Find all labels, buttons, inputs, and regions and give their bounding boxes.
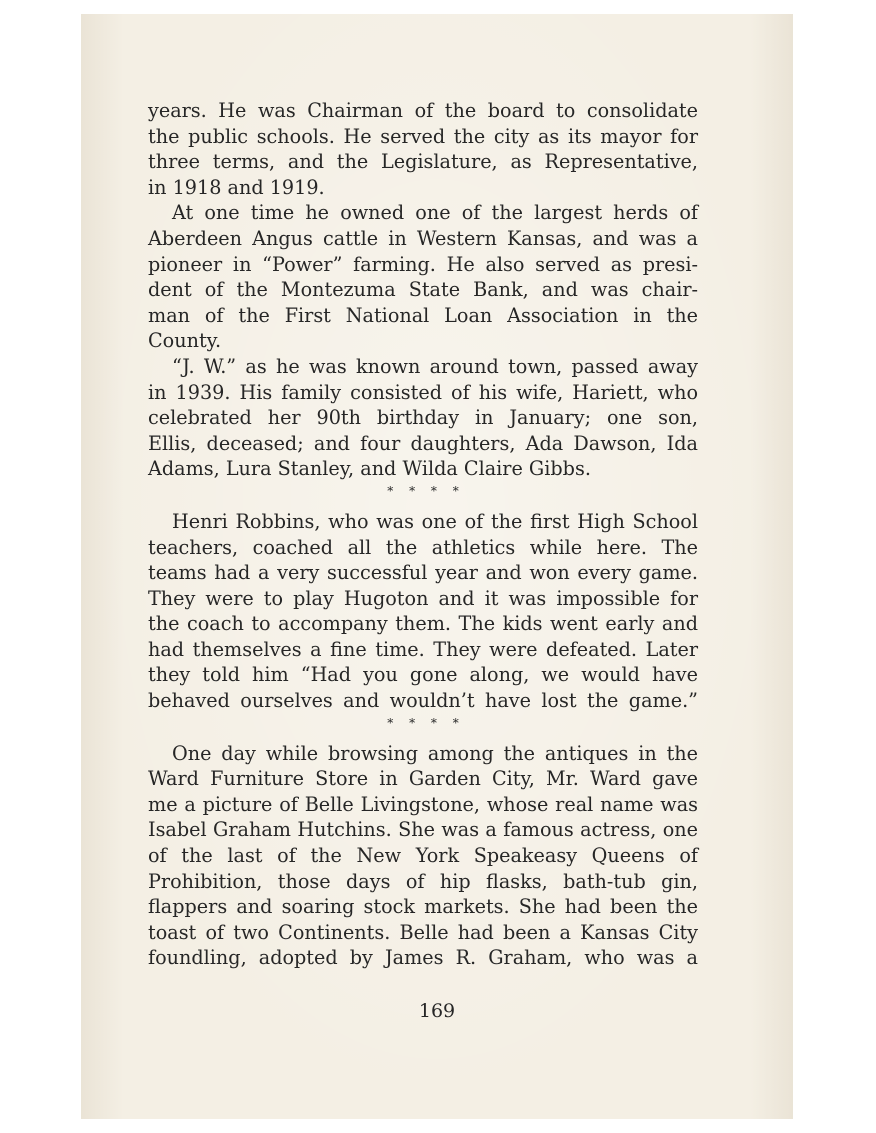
text-line: of the last of the New York Speakeasy Queens of xyxy=(148,844,698,868)
paragraph xyxy=(148,354,698,482)
text-line: three terms, and the Legislature, as Representative, xyxy=(148,150,698,174)
text-line: Ellis, deceased; and four daughters, Ada Dawson, Ida xyxy=(148,431,698,455)
text-line: Ward Furniture Store in Garden City, Mr. Ward gave xyxy=(148,767,698,791)
text-line: They were to play Hugoton and it was impossible for xyxy=(148,586,698,610)
text-line: the public schools. He served the city as its mayor for xyxy=(148,124,698,148)
text-line: in 1939. His family consisted of his wife, Hariett, who xyxy=(148,380,698,404)
text-line: teams had a very successful year and won every game. xyxy=(148,561,698,585)
paragraph xyxy=(148,509,698,714)
text-line: toast of two Continents. Belle had been a Kansas City xyxy=(148,920,698,944)
text-line: “J. W.” as he was known around town, passed away xyxy=(172,354,698,378)
body-text xyxy=(148,98,698,971)
text-line: dent of the Montezuma State Bank, and was chair- xyxy=(148,278,698,302)
book-page xyxy=(81,14,793,1119)
text-line: Isabel Graham Hutchins. She was a famous actress, one xyxy=(148,818,698,842)
paragraph xyxy=(148,741,698,971)
text-line: Henri Robbins, who was one of the first High School xyxy=(172,509,698,533)
text-line: At one time he owned one of the largest herds of xyxy=(172,201,698,225)
text-line: celebrated her 90th birthday in January; one son, xyxy=(148,406,698,430)
paragraph xyxy=(148,200,698,354)
section-separator: * * * * xyxy=(387,715,465,730)
text-line: One day while browsing among the antiques in the xyxy=(172,741,698,765)
text-line: years. He was Chairman of the board to consolidate xyxy=(148,99,698,122)
text-line: the coach to accompany them. The kids went early and xyxy=(148,612,698,636)
text-line: Adams, Lura Stanley, and Wilda Claire Gibbs. xyxy=(148,457,591,481)
text-line: me a picture of Belle Livingstone, whose real name was xyxy=(148,792,698,816)
text-line: foundling, adopted by James R. Graham, who was a xyxy=(148,946,698,970)
paragraph xyxy=(148,98,698,200)
text-line: pioneer in “Power” farming. He also served as presi- xyxy=(148,252,698,276)
text-line: teachers, coached all the athletics while here. The xyxy=(148,535,698,559)
page-number: 169 xyxy=(418,1000,456,1022)
text-line: flappers and soaring stock markets. She had been the xyxy=(148,895,698,919)
text-line: County. xyxy=(148,329,222,353)
text-line: Aberdeen Angus cattle in Western Kansas, and was a xyxy=(148,226,698,250)
text-line: they told him “Had you gone along, we would have xyxy=(148,663,698,687)
text-line: in 1918 and 1919. xyxy=(148,175,325,199)
text-line: Prohibition, those days of hip flasks, bath-tub gin, xyxy=(148,869,698,893)
text-line: man of the First National Loan Association in the xyxy=(148,303,698,327)
text-line: had themselves a fine time. They were defeated. Later xyxy=(148,637,698,661)
section-separator: * * * * xyxy=(387,483,465,498)
text-line: behaved ourselves and wouldn’t have lost the game.” xyxy=(148,689,698,713)
